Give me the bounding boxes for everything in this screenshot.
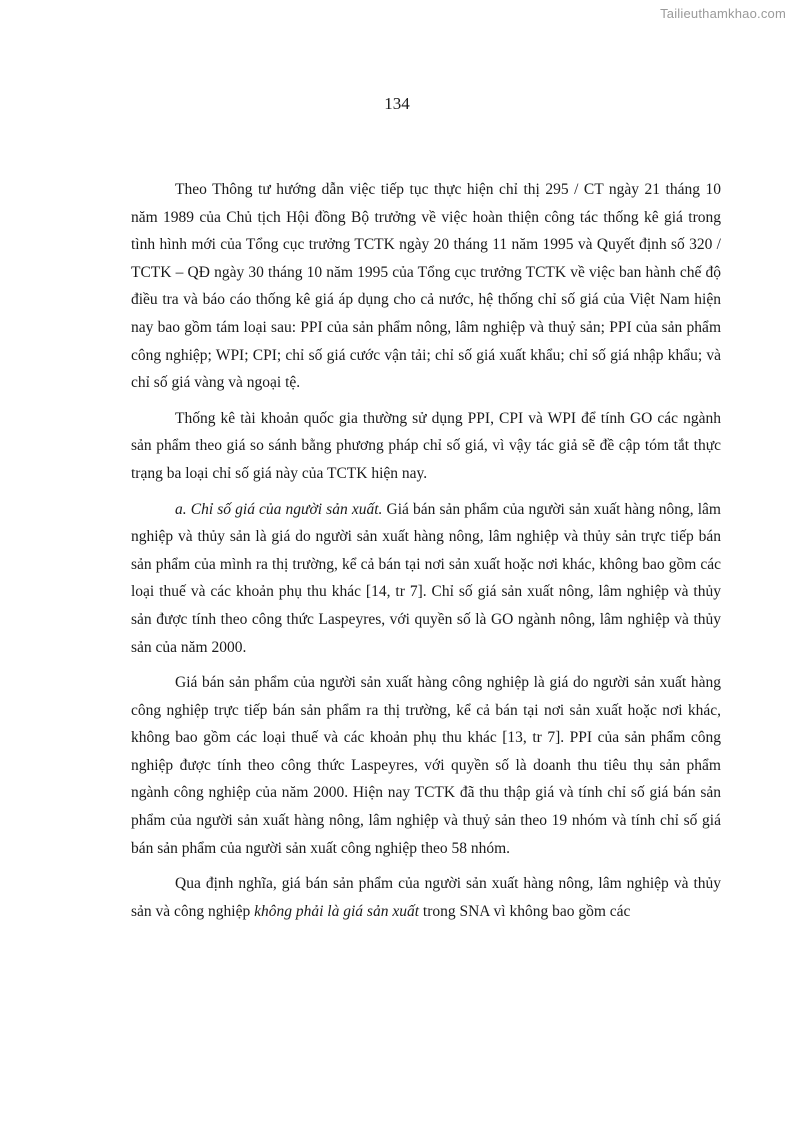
paragraph-price-index-system: Theo Thông tư hướng dẫn việc tiếp tục thực hiện chỉ thị 295 / CT ngày 21 tháng 10 năm 1989 của Chủ tịch Hội đồng Bộ trưởng về việc hoàn thiện công tác thống kê giá trong tình hình mới của Tổng cục trưởng TCTK ngày 20 tháng 11 năm 1995 và Quyết định số 320 / TCTK – QĐ ngày 30 tháng 10 năm 1995 của Tổng cục trưởng TCTK về việc ban hành chế độ điều tra và báo cáo thống kê giá áp dụng cho cả nước, hệ thống chỉ số giá của Việt Nam hiện nay bao gồm tám loại sau: PPI của sản phẩm nông, lâm nghiệp và thuỷ sản; PPI của sản phẩm công nghiệp; WPI; CPI; chỉ số giá cước vận tải; chỉ số giá xuất khẩu; chỉ số giá nhập khẩu; và chỉ số giá vàng và ngoại tệ. <box>131 181 721 392</box>
paragraph-industrial-price: Giá bán sản phẩm của người sản xuất hàng công nghiệp là giá do người sản xuất hàng công nghiệp trực tiếp bán sản phẩm ra thị trường, kể cả bán tại nơi sản xuất hoặc nơi khác, không bao gồm các loại thuế và các khoản phụ thu khác [13, tr 7]. PPI của sản phẩm công nghiệp được tính theo công thức Laspeyres, với quyền số là doanh thu tiêu thụ sản phẩm ngành công nghiệp của năm 2000. Hiện nay TCTK đã thu thập giá và tính chỉ số giá bán sản phẩm của người sản xuất hàng nông, lâm nghiệp và thuỷ sản theo 19 nhóm và tính chỉ số giá bán sản phẩm của người sản xuất công nghiệp theo 58 nhóm. <box>131 674 721 857</box>
emphasis-text: không phải là giá sản xuất <box>254 902 420 920</box>
document-body <box>131 176 721 933</box>
section-heading-producer-price: a. Chỉ số giá của người sản xuất. <box>175 500 383 518</box>
watermark: Tailieuthamkhao.com <box>660 6 786 21</box>
paragraph-national-accounts: Thống kê tài khoản quốc gia thường sử dụng PPI, CPI và WPI để tính GO các ngành sản phẩm theo giá so sánh bằng phương pháp chỉ số giá, vì vậy tác giả sẽ đề cập tóm tắt thực trạng ba loại chỉ số giá này của TCTK hiện nay. <box>131 409 721 482</box>
paragraph-text: trong SNA vì không bao gồm các <box>419 902 631 920</box>
paragraph-text: Qua định nghĩa, giá bán sản phẩm của người sản xuất hàng nông, lâm nghiệp và thủy sản và công nghiệp <box>131 875 721 920</box>
paragraph-producer-price-index <box>131 496 721 662</box>
page-number: 134 <box>384 94 410 113</box>
paragraph-text: Giá bán sản phẩm của người sản xuất hàng nông, lâm nghiệp và thủy sản là giá do người sản xuất hàng nông, lâm nghiệp và thủy sản trực tiếp bán sản phẩm của mình ra thị trường, kể cả bán tại nơi sản xuất hoặc nơi khác, không bao gồm các loại thuế và các khoản phụ thu khác [14, tr 7]. Chỉ số giá sản xuất nông, lâm nghiệp và thủy sản được tính theo công thức Laspeyres, với quyền số là GO ngành nông, lâm nghiệp và thủy sản của năm 2000. <box>131 500 721 656</box>
paragraph-definition <box>131 870 721 925</box>
